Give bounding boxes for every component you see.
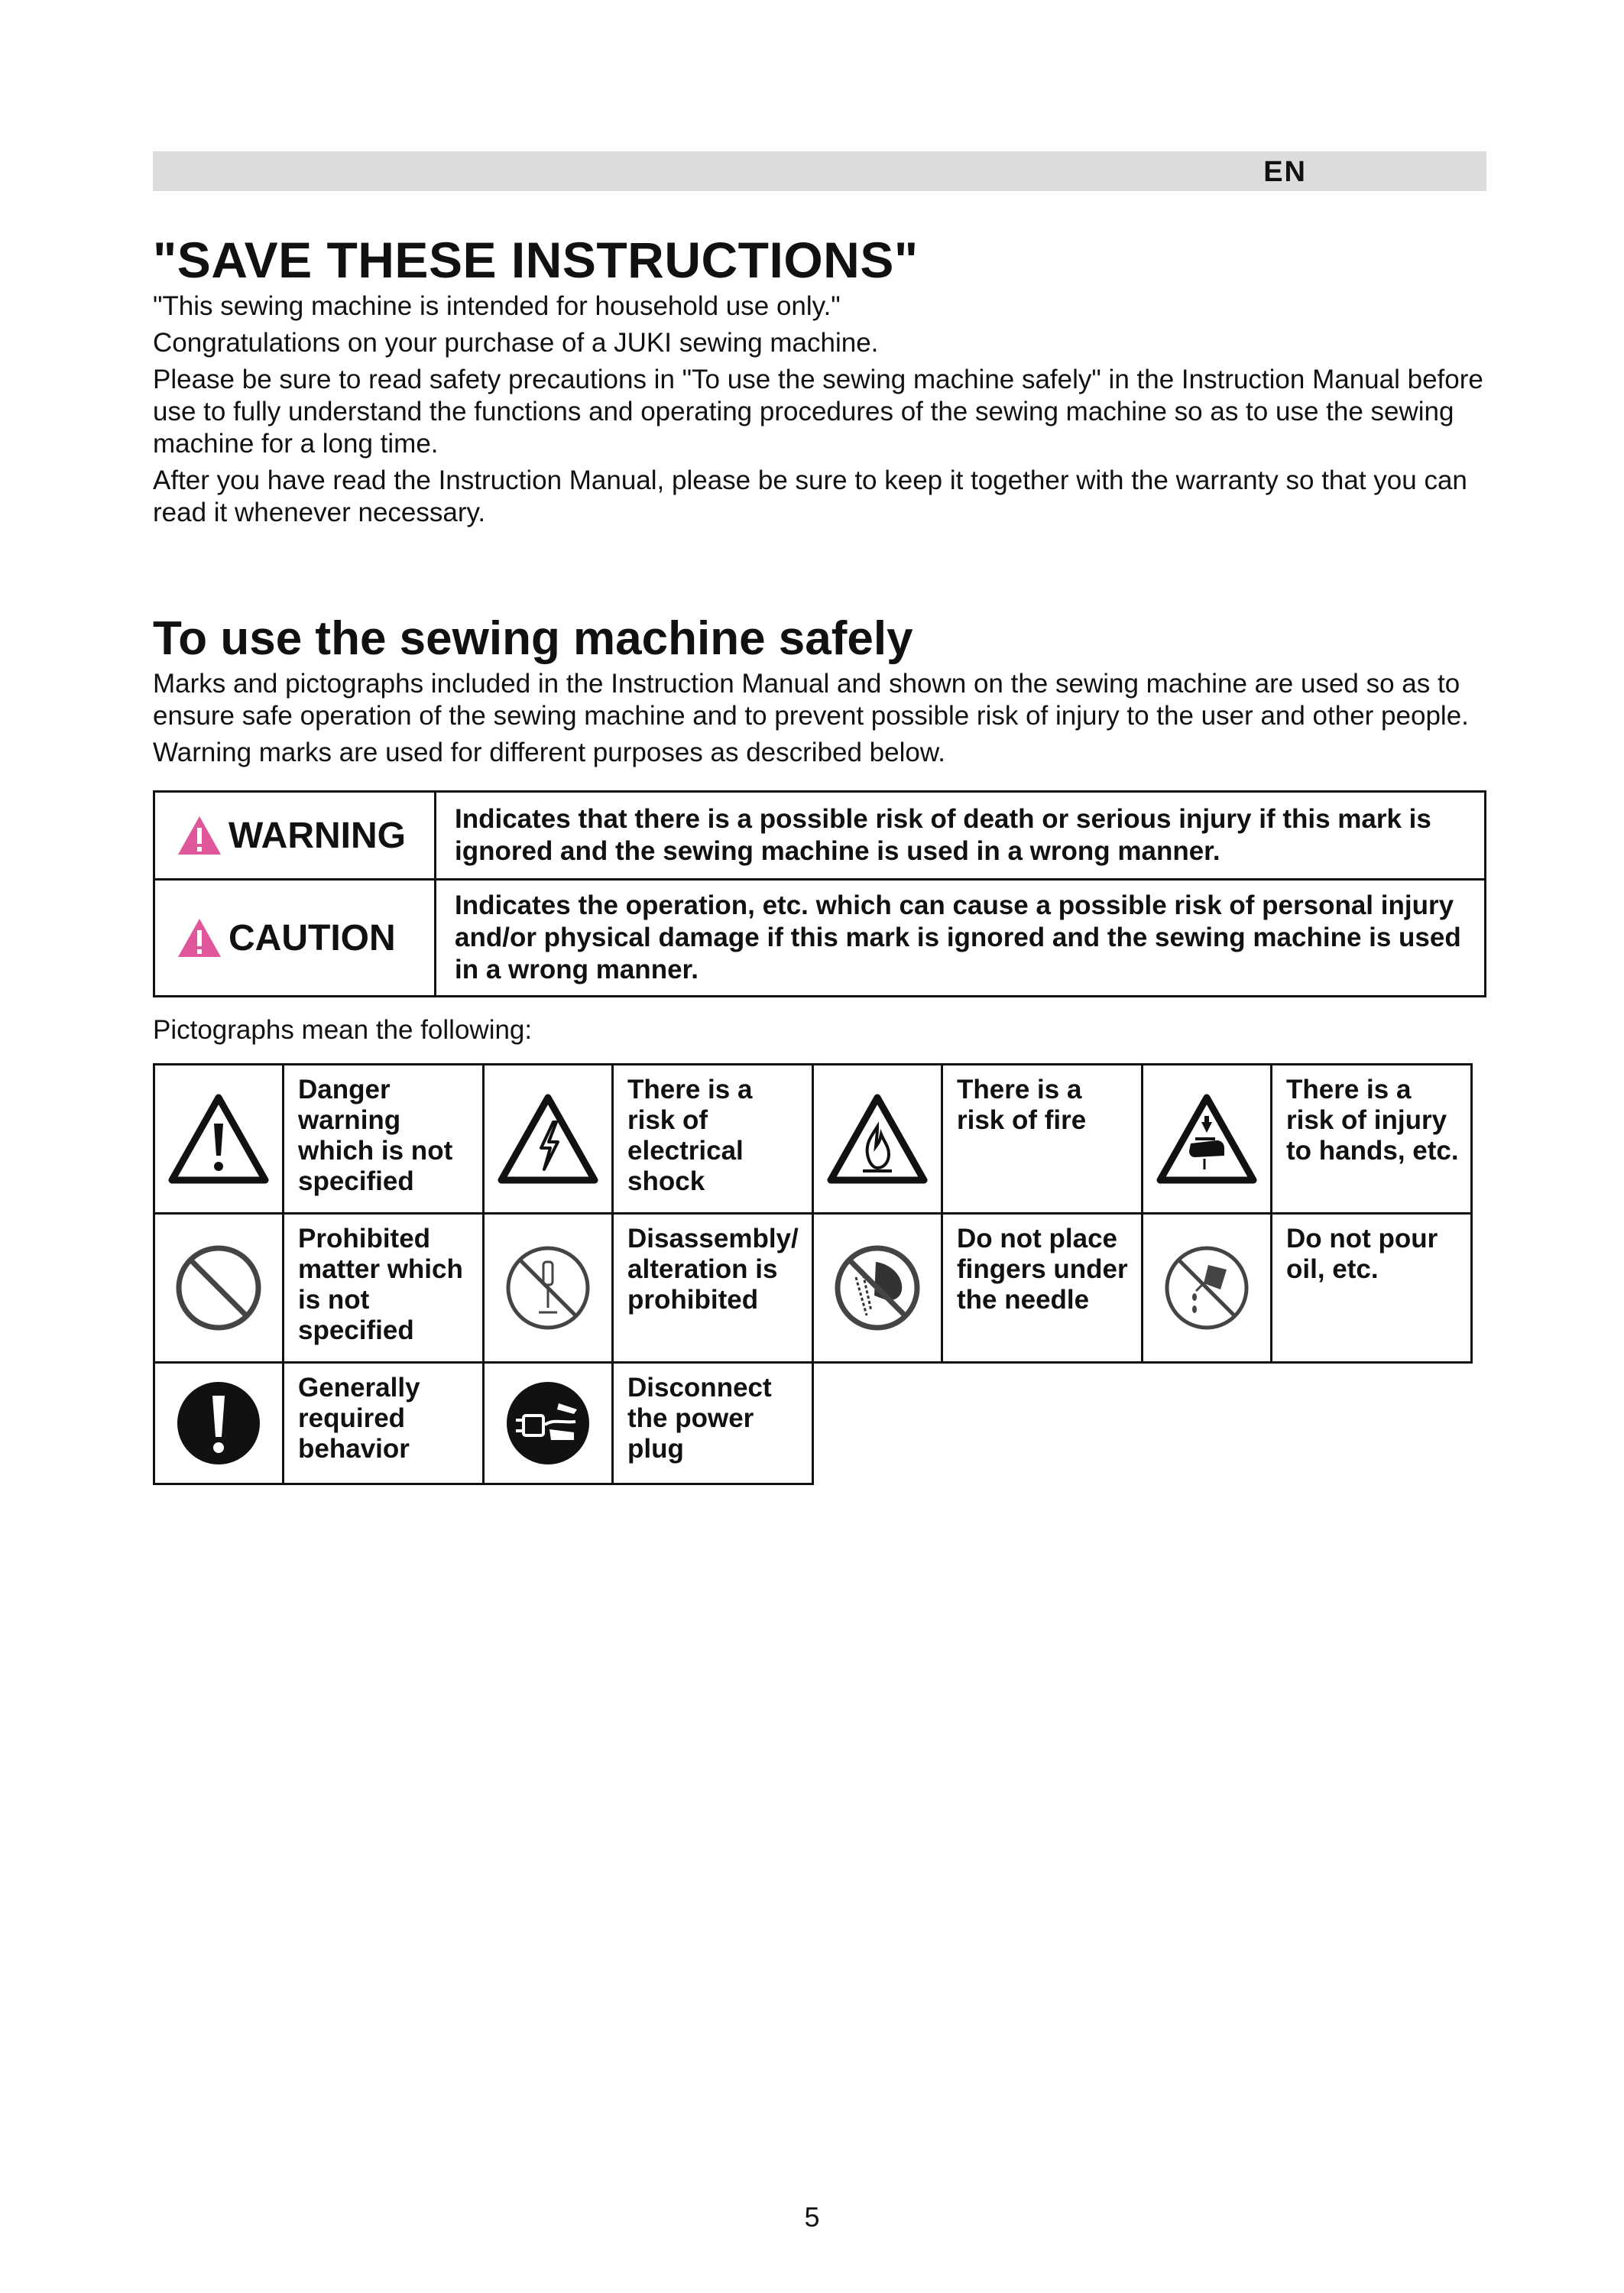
- pictograph-row: [154, 1363, 1472, 1484]
- paragraph-keep-manual: After you have read the Instruction Manual, please be sure to keep it together with the warranty so that you can read it whenever necessary.: [153, 465, 1467, 527]
- warning-description: Indicates that there is a possible risk of death or serious injury if this mark is ignored and the sewing machine is used in a wrong manner.: [436, 792, 1486, 880]
- pictograph-row: [154, 1065, 1472, 1214]
- warning-mark-cell: [154, 792, 436, 880]
- pictograph-label: Disassembly/ alteration is prohibited: [613, 1214, 813, 1363]
- paragraph-congratulations: Congratulations on your purchase of a JUKI sewing machine.: [153, 328, 879, 358]
- pictographs-table: [153, 1063, 1473, 1485]
- electric-shock-icon: [497, 1093, 599, 1185]
- caution-label: CAUTION: [229, 917, 396, 958]
- paragraph-warning-marks: Warning marks are used for different purposes as described below.: [153, 738, 945, 767]
- paragraph-marks-purpose: Marks and pictographs included in the Instruction Manual and shown on the sewing machine are used so as to ensure safe operation of the sewing machine and to prevent possible risk of injury to the user and other people.: [153, 669, 1469, 731]
- pictograph-label: Prohibited matter which is not specified: [284, 1214, 484, 1363]
- no-oil-icon: [1161, 1242, 1253, 1334]
- section-title-save-instructions: "SAVE THESE INSTRUCTIONS": [153, 232, 919, 288]
- paragraph-read-precautions: Please be sure to read safety precautions in "To use the sewing machine safely" in the Instruction Manual before use to fully understand the functions and operating procedures of the sewing machine so as to use the sewing machine for a long time.: [153, 365, 1483, 459]
- pictograph-label: Do not pour oil, etc.: [1272, 1214, 1472, 1363]
- pictograph-label: Generally required behavior: [284, 1363, 484, 1484]
- page-number: 5: [804, 2201, 820, 2233]
- pictograph-label: Do not place fingers under the needle: [942, 1214, 1143, 1363]
- no-disassembly-icon: [502, 1242, 594, 1334]
- fire-icon: [826, 1093, 929, 1185]
- page-content: [153, 229, 1486, 1485]
- warning-triangle-icon: [177, 815, 222, 856]
- required-behavior-icon: [174, 1379, 263, 1468]
- warning-label: WARNING: [229, 815, 406, 856]
- pictograph-label: There is a risk of fire: [942, 1065, 1143, 1214]
- pictograph-label: Disconnect the power plug: [613, 1363, 813, 1484]
- danger-triangle-icon: [167, 1093, 270, 1185]
- language-label: EN: [1263, 156, 1307, 188]
- warning-row: [154, 792, 1486, 880]
- hand-injury-icon: [1156, 1093, 1258, 1185]
- unplug-icon: [504, 1379, 592, 1468]
- pictograph-label: There is a risk of injury to hands, etc.: [1272, 1065, 1472, 1214]
- caution-description: Indicates the operation, etc. which can cause a possible risk of personal injury and/or physical damage if this mark is ignored and the sewing machine is used in a wrong manner.: [436, 880, 1486, 997]
- pictograph-row: [154, 1214, 1472, 1363]
- caution-row: [154, 880, 1486, 997]
- paragraph-household-use: "This sewing machine is intended for household use only.": [153, 291, 841, 321]
- language-bar: [153, 151, 1486, 191]
- pictographs-intro: Pictographs mean the following:: [153, 1015, 533, 1045]
- section-title-use-safely: To use the sewing machine safely: [153, 612, 913, 665]
- pictograph-label: There is a risk of electrical shock: [613, 1065, 813, 1214]
- no-fingers-under-needle-icon: [831, 1242, 923, 1334]
- caution-triangle-icon: [177, 917, 222, 958]
- warning-marks-table: [153, 790, 1486, 997]
- caution-mark-cell: [154, 880, 436, 997]
- prohibited-icon: [173, 1242, 264, 1334]
- pictograph-label: Danger warning which is not specified: [284, 1065, 484, 1214]
